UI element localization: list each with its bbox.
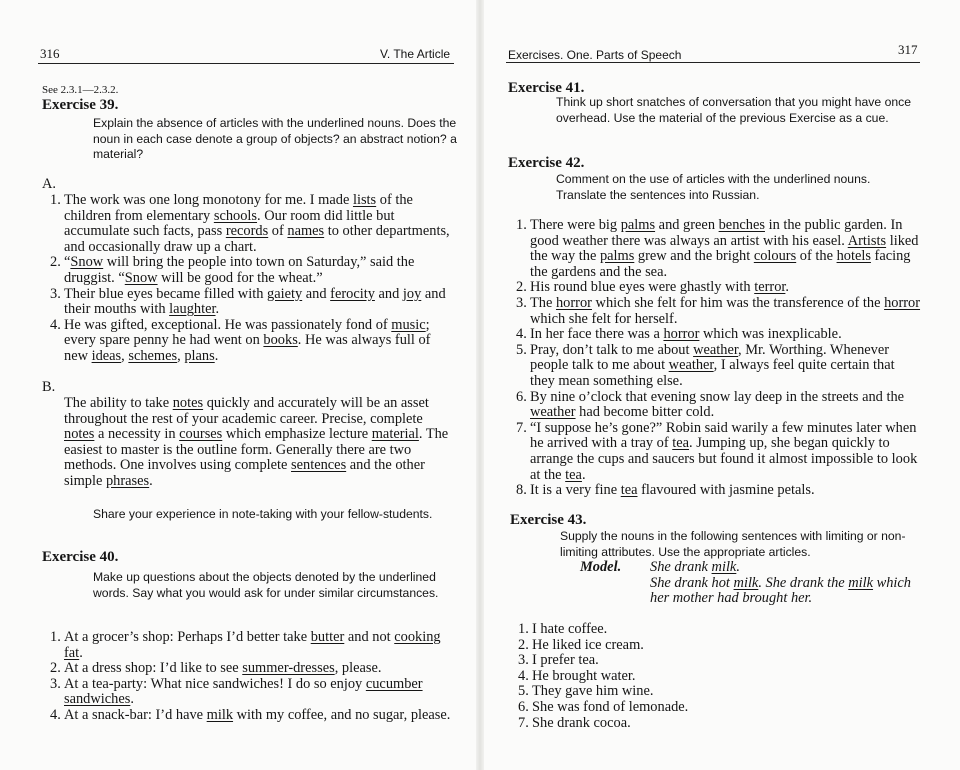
exercise-42-title: Exercise 42. <box>508 155 585 171</box>
exercise-39-title: Exercise 39. <box>42 97 119 113</box>
running-head-left: V. The Article <box>380 47 451 61</box>
list-item: 5. They gave him wine. <box>518 683 654 700</box>
header-rule-right <box>506 62 920 63</box>
section-a-label: A. <box>42 176 56 192</box>
page-number-right: 317 <box>898 42 918 57</box>
list-item: 6. She was fond of lemonade. <box>518 698 689 715</box>
list-item: 1. I hate coffee. <box>518 621 608 637</box>
exercise-43-list <box>518 621 912 731</box>
see-reference: See 2.3.1—2.3.2. <box>42 84 119 96</box>
exercise-43-title: Exercise 43. <box>510 512 587 528</box>
list-item: 2. He liked ice cream. <box>518 636 644 653</box>
list-item: 2. At a dress shop: I’d like to see summer-dresses, please. <box>50 660 382 677</box>
exercise-39-share: Share your experience in note-taking with your fellow-students. <box>93 507 433 521</box>
list-item: 6. By nine o’clock that evening snow lay deep in the streets and the weather had become bitter cold. <box>516 388 905 421</box>
list-item: 7. “I suppose he’s gone?” Robin said warily a few minutes later when he arrived with a tray of tea. Jumping up, she began quickly to arrange the cups and saucers but found it almost impossible to look at the tea. <box>516 419 918 483</box>
list-item: 1. There were big palms and green benches in the public garden. In good weather there was always an artist with his easel. Artists liked the way the palms grew and the bright colours of the hotels facing the gardens and the sea. <box>516 217 919 280</box>
list-item: 8. It is a very fine tea flavoured with jasmine petals. <box>516 482 815 499</box>
section-b-label: B. <box>42 379 56 395</box>
exercise-42-list <box>516 217 922 499</box>
exercise-43-instruction: Supply the nouns in the following sentences with limiting or non-limiting attributes. Use the appropriate articles. <box>560 529 906 559</box>
list-item: 2. “Snow will bring the people into town on Saturday,” said the druggist. “Snow will be good for the wheat.” <box>50 254 415 286</box>
right-page <box>480 0 960 770</box>
list-item: 1. The work was one long monotony for me. I made lists of the children from elementary schools. Our room did little but accumulate such facts, pass records of names to other departments, and occasionally draw up a chart. <box>50 192 450 255</box>
list-item: 4. In her face there was a horror which was inexplicable. <box>516 326 842 343</box>
exercise-39-instruction: Explain the absence of articles with the underlined nouns. Does the noun in each case denote a group of objects? an abstract notion? a material? <box>93 116 457 161</box>
list-item: 3. I prefer tea. <box>518 652 599 669</box>
list-item: 4. He brought water. <box>518 667 636 684</box>
exercise-39-b-text: The ability to take notes quickly and accurately will be an asset throughout the rest of your academic career. Precise, complete notes a necessity in courses which emphasize lecture material. The easiest to master is the outline form. Generally there are two methods. One involves using complete sentences and the other simple phrases. <box>64 395 449 489</box>
page-number-left: 316 <box>40 46 60 61</box>
list-item: 4. He was gifted, exceptional. He was passionately fond of music; every spare penny he had went on books. He was always full of new ideas, schemes, plans. <box>50 316 431 364</box>
exercise-40-instruction: Make up questions about the objects denoted by the underlined words. Say what you would ask for under similar circumstances. <box>93 570 439 600</box>
list-item: 7. She drank cocoa. <box>518 714 631 731</box>
model-label: Model. <box>580 559 622 575</box>
list-item: 4. At a snack-bar: I’d have milk with my coffee, and no sugar, please. <box>50 706 451 723</box>
running-head-right: Exercises. One. Parts of Speech <box>508 48 682 62</box>
exercise-42-instruction: Comment on the use of articles with the underlined nouns. Translate the sentences into Russian. <box>556 172 871 202</box>
list-item: 3. At a tea-party: What nice sandwiches! I do so enjoy cucumber sandwiches. <box>50 675 423 708</box>
exercise-40-list <box>50 629 454 724</box>
list-item: 2. His round blue eyes were ghastly with terror. <box>516 279 789 296</box>
exercise-41-title: Exercise 41. <box>508 80 585 96</box>
list-item: 3. The horror which she felt for him was the transference of the horror which she felt for herself. <box>516 294 921 327</box>
exercise-40-title: Exercise 40. <box>42 549 119 565</box>
exercise-41-instruction: Think up short snatches of conversation that you might have once overhead. Use the material of the previous Exercise as a cue. <box>556 95 911 125</box>
list-item: 1. At a grocer’s shop: Perhaps I’d better take butter and not cooking fat. <box>50 629 441 661</box>
header-rule-left <box>38 63 454 64</box>
exercise-39-a-list <box>50 192 454 365</box>
list-item: 5. Pray, don’t talk to me about weather, Mr. Worthing. Whenever people talk to me about weather, I always feel quite certain that they mean something else. <box>516 341 895 389</box>
model-text: She drank milk. She drank hot milk. She drank the milk which her mother had brought her. <box>650 559 912 607</box>
list-item: 3. Their blue eyes became filled with gaiety and ferocity and joy and their mouths with laughter. <box>50 285 446 318</box>
